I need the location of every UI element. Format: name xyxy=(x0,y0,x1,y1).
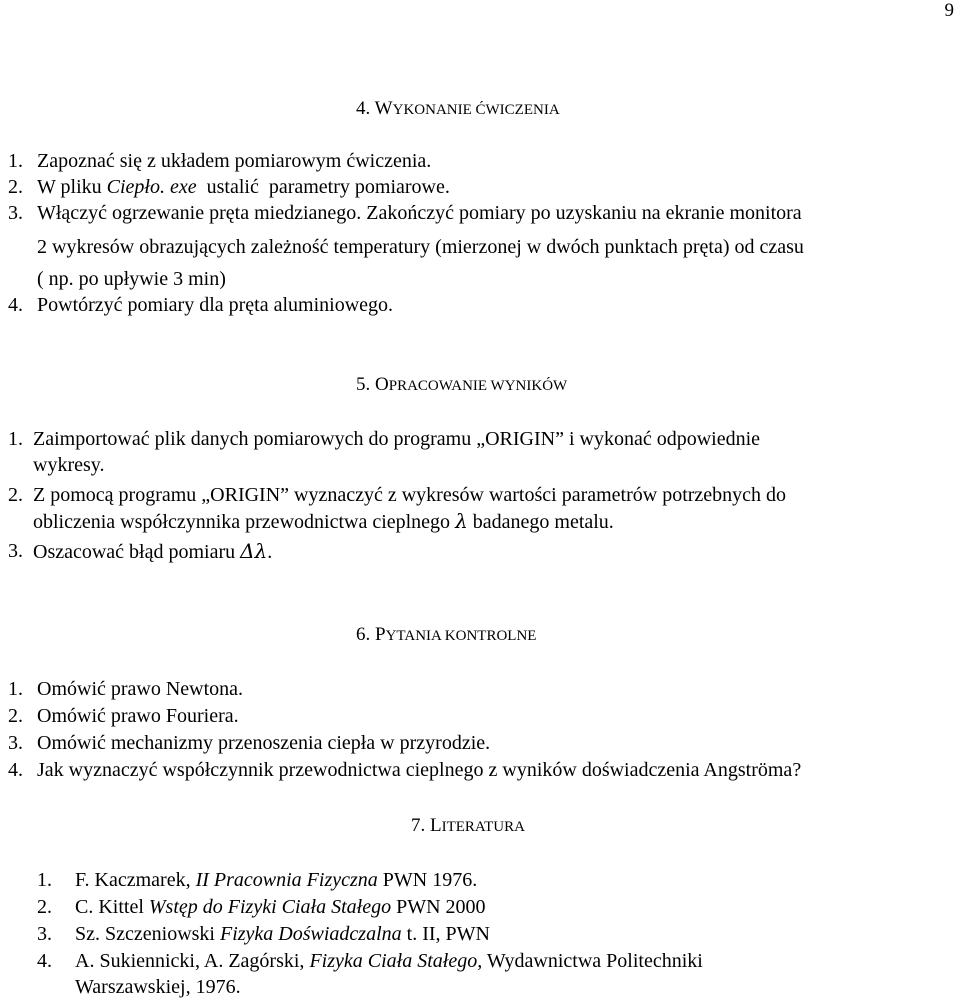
section-6-number: 6. xyxy=(356,624,375,645)
list-item xyxy=(37,174,450,200)
section-5-heading xyxy=(356,374,567,396)
reference xyxy=(75,894,486,920)
list-item xyxy=(33,538,272,565)
reference-author: C. Kittel xyxy=(75,896,149,918)
section-7-number: 7. xyxy=(411,815,430,836)
reference-publisher: t. II, PWN xyxy=(401,923,490,945)
section-6-heading xyxy=(356,624,536,646)
page-number: 9 xyxy=(944,0,954,21)
item-text: . xyxy=(267,541,273,563)
reference xyxy=(75,948,703,974)
section-5-title-rest: PRACOWANIE WYNIKÓW xyxy=(388,378,568,394)
reference-publisher: PWN 1976. xyxy=(377,869,478,891)
file-name: Ciepło. exe xyxy=(106,176,197,198)
section-7-title-rest: ITERATURA xyxy=(441,819,525,835)
item-text: Zapoznać się z układem pomiarowym ćwiczenia. xyxy=(37,150,432,172)
item-text: Omówić mechanizmy przenoszenia ciepła w przyrodzie. xyxy=(37,732,491,754)
item-number: 4. xyxy=(8,294,23,316)
item-text: Omówić prawo Fouriera. xyxy=(37,705,239,727)
item-text: Jak wyznaczyć współczynnik przewodnictwa cieplnego z wyników doświadczenia Angströma? xyxy=(37,759,802,781)
item-number: 1. xyxy=(8,150,23,172)
item-number: 3. xyxy=(37,923,52,945)
item-number: 4. xyxy=(37,950,52,972)
section-5-title-initial: O xyxy=(375,374,389,395)
item-text: W pliku xyxy=(37,176,107,198)
reference xyxy=(75,921,490,947)
reference-author: F. Kaczmarek, xyxy=(75,869,196,891)
item-number: 2. xyxy=(8,176,23,198)
reference-author: Sz. Szczeniowski xyxy=(75,923,220,945)
item-text-line-1: Z pomocą programu „ORIGIN” wyznaczyć z wykresów wartości parametrów potrzebnych do xyxy=(33,484,787,506)
reference-title: Fizyka Doświadczalna xyxy=(219,923,402,945)
reference-publisher: Wydawnictwa Politechniki xyxy=(482,950,703,972)
section-4-heading xyxy=(356,98,560,120)
item-text: ustalić parametry pomiarowe. xyxy=(196,176,450,198)
item-number: 2. xyxy=(37,896,52,918)
item-number: 1. xyxy=(8,678,23,700)
section-7-title-initial: L xyxy=(430,815,442,836)
item-number: 1. xyxy=(8,428,23,450)
item-number: 1. xyxy=(37,869,52,891)
item-text: Oszacować błąd pomiaru xyxy=(33,541,241,563)
reference-continuation: Warszawskiej, 1976. xyxy=(75,976,241,998)
reference-title: II Pracownia Fizyczna xyxy=(195,869,378,891)
section-5-number: 5. xyxy=(356,374,375,395)
section-4-title-initial: W xyxy=(374,98,393,119)
reference-title: Fizyka Ciała Stałego, xyxy=(309,950,483,972)
item-text-line-2: wykresy. xyxy=(33,454,105,476)
item-text-line-1: Włączyć ogrzewanie pręta miedzianego. Zakończyć pomiary po uzyskaniu na ekranie monitora xyxy=(37,202,802,224)
section-7-heading xyxy=(411,815,525,837)
section-4-number: 4. xyxy=(356,98,375,119)
section-4-title-rest: YKONANIE ĆWICZENIA xyxy=(392,102,560,118)
section-6-title-rest: YTANIA KONTROLNE xyxy=(385,628,537,644)
reference-publisher: PWN 2000 xyxy=(391,896,486,918)
reference-author: A. Sukiennicki, A. Zagórski, xyxy=(75,950,310,972)
list-item xyxy=(33,508,614,535)
list-item xyxy=(8,148,23,174)
reference xyxy=(75,867,477,893)
item-number: 3. xyxy=(8,540,23,562)
item-number: 3. xyxy=(8,732,23,754)
item-text-line-3: ( np. po upływie 3 min) xyxy=(37,268,226,290)
item-text: obliczenia współczynnika przewodnictwa cieplnego xyxy=(33,511,456,533)
reference-title: Wstęp do Fizyki Ciała Stałego xyxy=(148,896,392,918)
item-number: 2. xyxy=(8,705,23,727)
item-text-line-1: Zaimportować plik danych pomiarowych do programu „ORIGIN” i wykonać odpowiednie xyxy=(33,428,761,450)
item-number: 3. xyxy=(8,202,23,224)
lambda-symbol: λ xyxy=(455,509,468,533)
item-text: Powtórzyć pomiary dla pręta aluminiowego. xyxy=(37,294,394,316)
section-6-title-initial: P xyxy=(375,624,386,645)
delta-lambda-symbol: Δλ xyxy=(240,539,268,563)
item-number: 4. xyxy=(8,759,23,781)
item-number: 2. xyxy=(8,484,23,506)
item-text: Omówić prawo Newtona. xyxy=(37,678,244,700)
item-text-line-2: 2 wykresów obrazujących zależność temperatury (mierzonej w dwóch punktach pręta) od czasu xyxy=(37,236,804,258)
item-text: badanego metalu. xyxy=(467,511,614,533)
